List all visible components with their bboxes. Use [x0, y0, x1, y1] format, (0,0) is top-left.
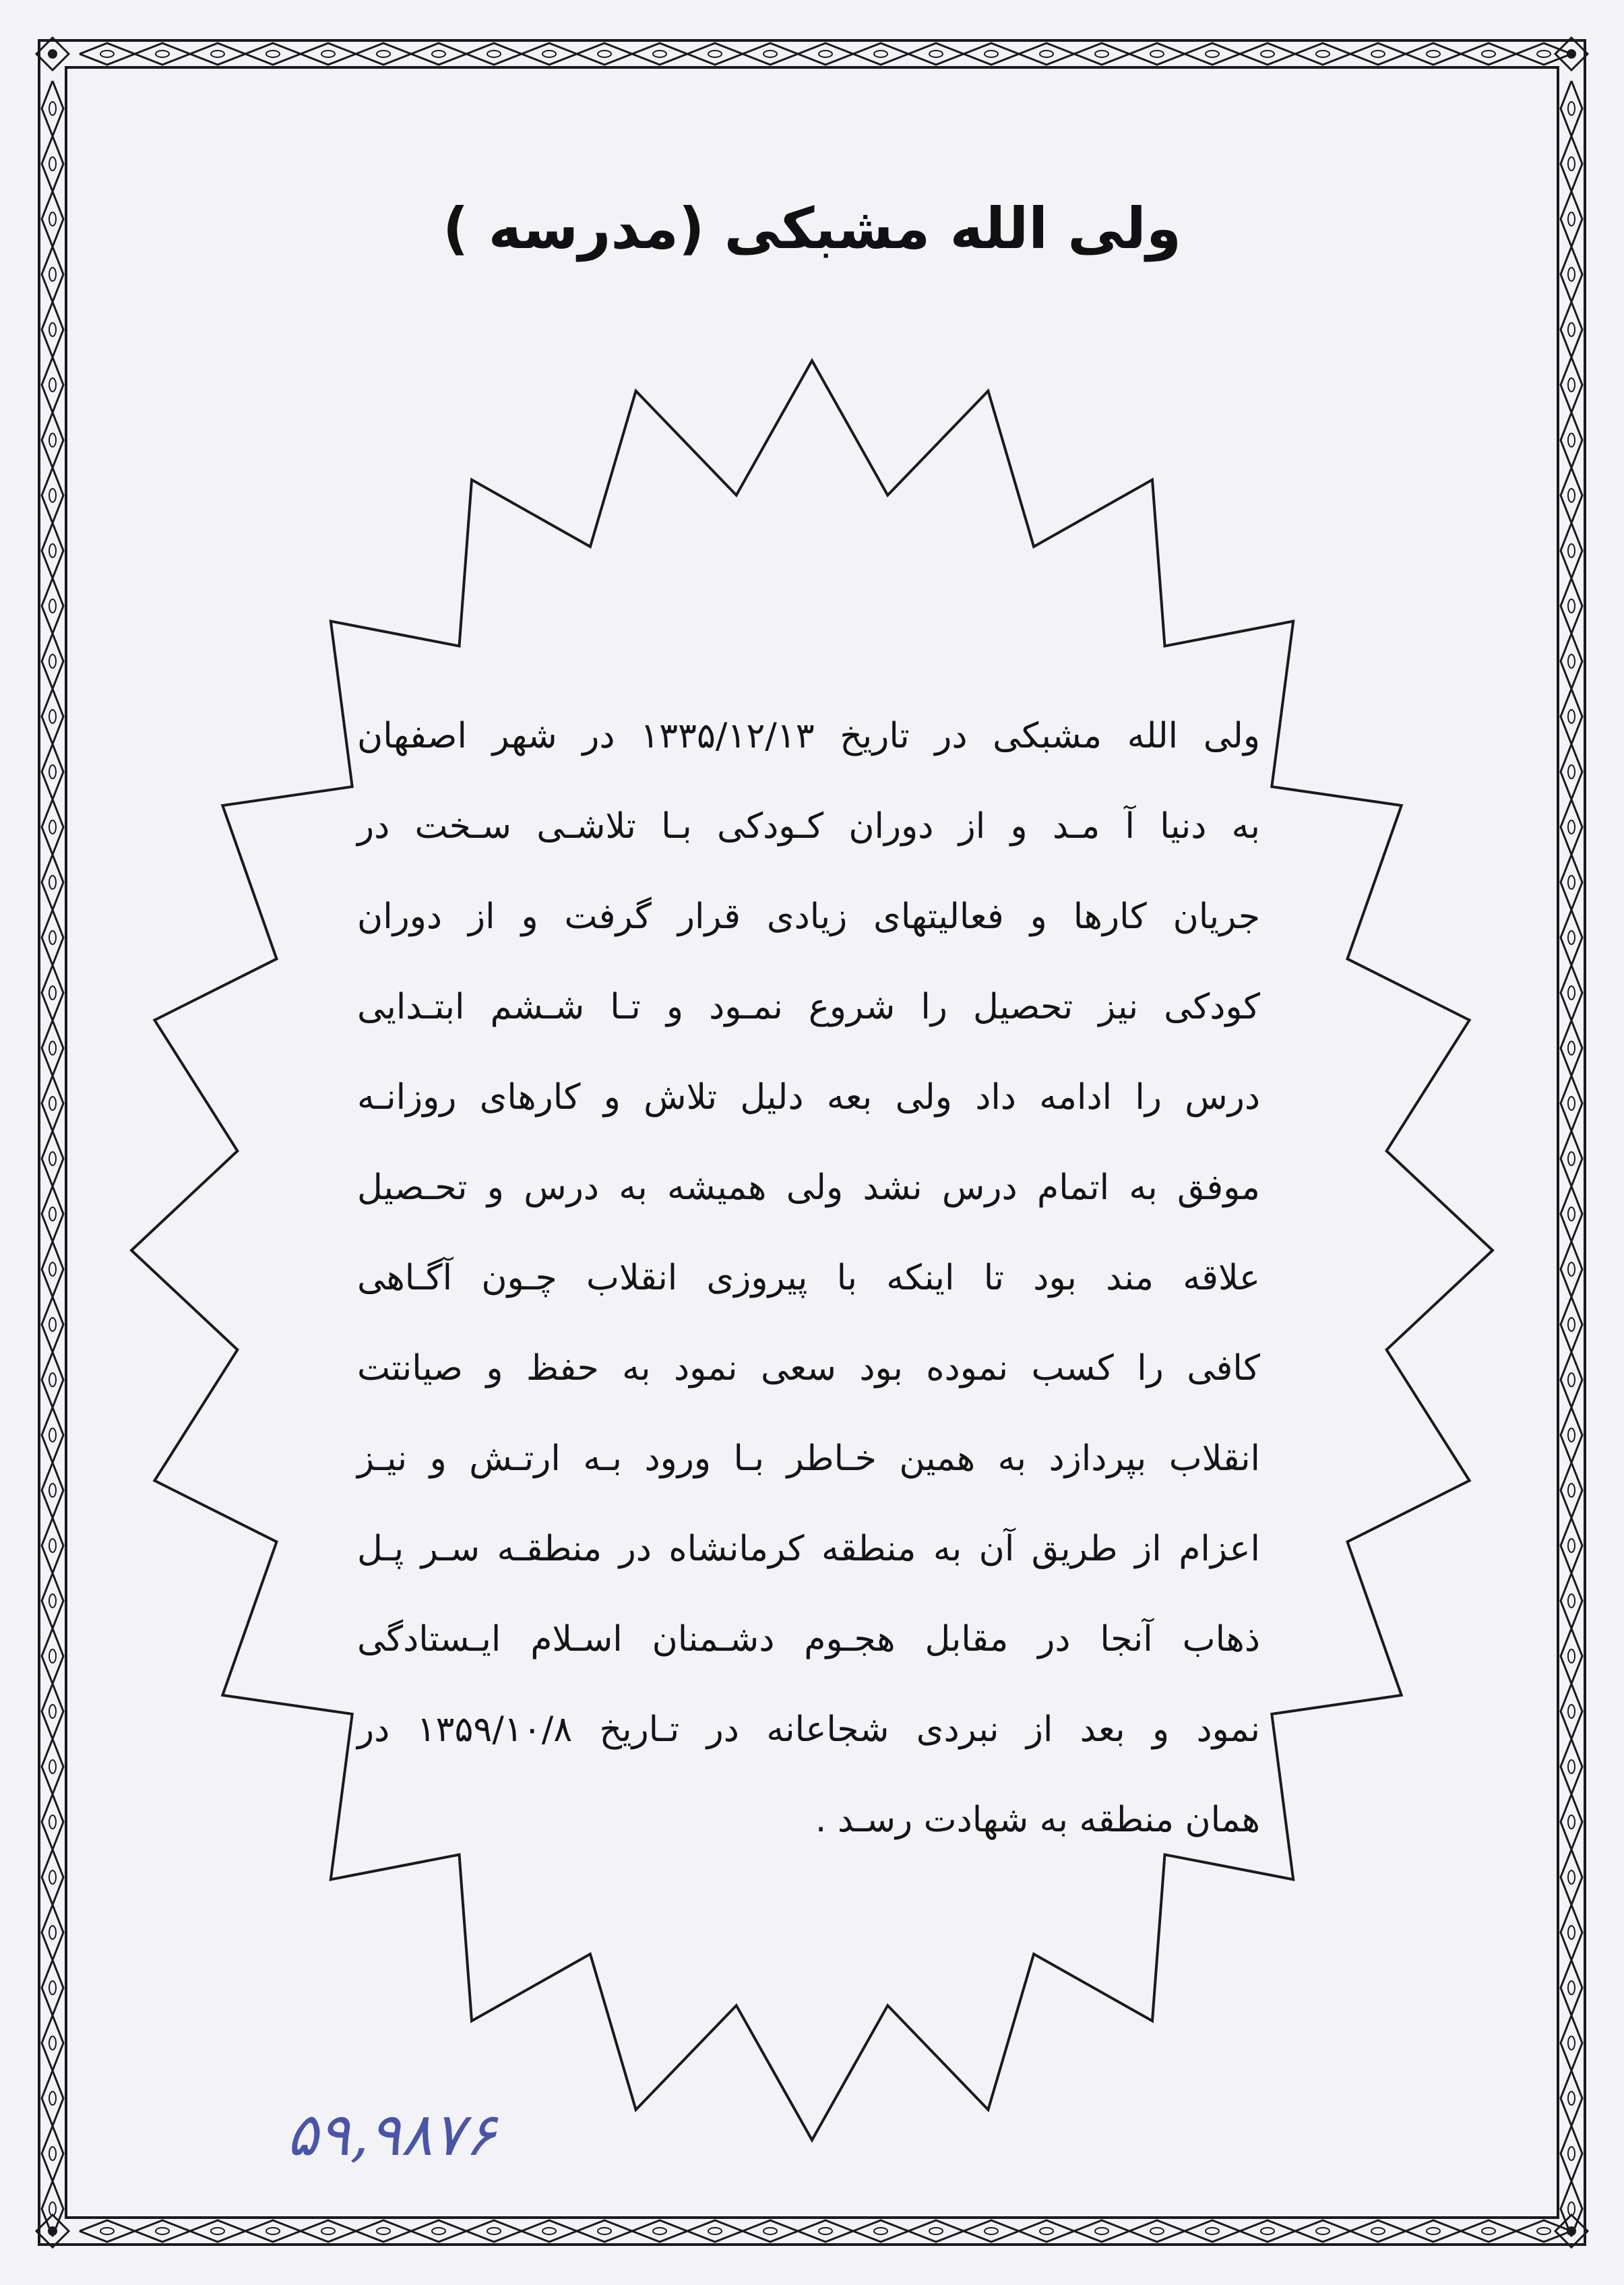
- biography-text: [357, 691, 1260, 1865]
- text-line: به دنیا آ مـد و از دوران کـودکی بـا تلاشـی سـخت در: [357, 806, 1260, 847]
- text-line: موفق به اتمام درس نشد ولی همیشه به درس و تحـصیل: [357, 1167, 1260, 1208]
- text-line: درس را ادامه داد ولی بعه دلیل تلاش و کارهای روزانـه: [357, 1077, 1260, 1118]
- text-line: علاقه مند بود تا اینکه با پیروزی انقلاب چـون آگـاهی: [357, 1258, 1260, 1298]
- page-title: ولی الله مشبکی (مدرسه ): [442, 195, 1182, 262]
- text-line: اعزام از طریق آن به منطقه کرمانشاه در منطقـه سـر پـل: [357, 1529, 1260, 1569]
- text-line: کودکی نیز تحصیل را شروع نمـود و تـا شـشم ابتـدایی: [357, 987, 1260, 1027]
- text-line: ولی الله مشبکی در تاریخ ۱۳۳۵/۱۲/۱۳ در شهر اصفهان: [357, 716, 1260, 756]
- text-line: ذهاب آنجا در مقابل هجـوم دشـمنان اسـلام ایـستادگی: [357, 1619, 1260, 1659]
- handwritten-number: ۵۹,۹۸۷۶: [286, 2100, 497, 2169]
- text-line: نمود و بعد از نبردی شجاعانه در تـاریخ ۱۳۵۹/۱۰/۸ در: [357, 1709, 1260, 1750]
- text-line: همان منطقه به شهادت رسـد .: [815, 1800, 1260, 1840]
- text-line: انقلاب بپردازد به همین خـاطر بـا ورود بـه ارتـش و نیـز: [357, 1438, 1260, 1479]
- text-line: جریان کارها و فعالیتهای زیادی قرار گرفت و از دوران: [357, 896, 1260, 937]
- text-line: کافی را کسب نموده بود سعی نمود به حفظ و صیانتت: [357, 1348, 1260, 1389]
